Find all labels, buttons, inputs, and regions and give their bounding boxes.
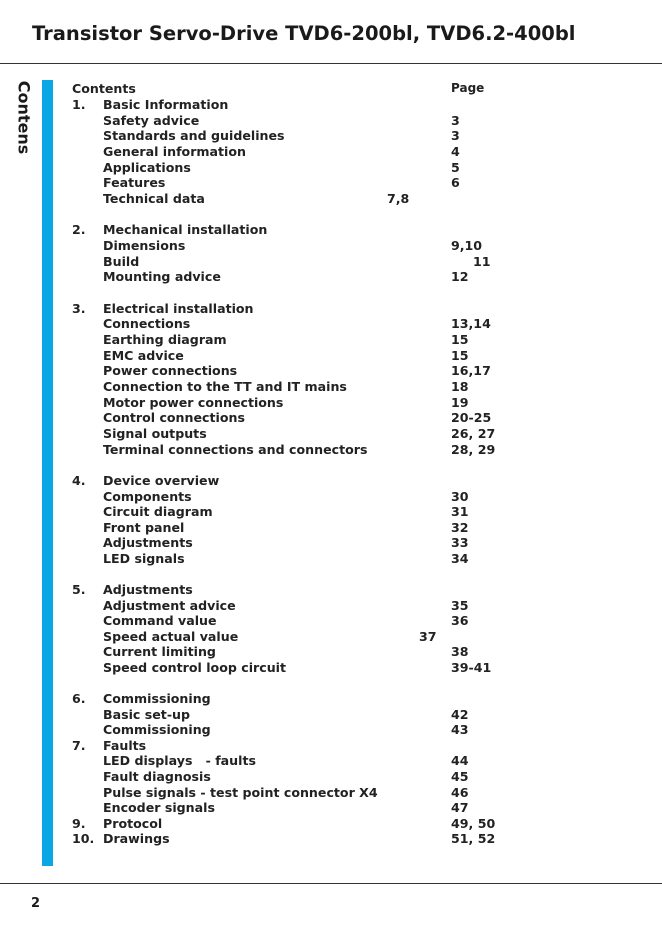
entry-label: Motor power connections (103, 395, 284, 410)
toc-section-heading (0, 222, 662, 238)
entry-label: Encoder signals (103, 800, 215, 815)
toc-entry (0, 629, 662, 645)
section-number: 4. (72, 473, 86, 488)
entry-label: Commissioning (103, 722, 211, 737)
toc-entry (0, 379, 662, 395)
toc-entry (0, 598, 662, 614)
section-title: Mechanical installation (103, 222, 268, 237)
entry-label: Speed control loop circuit (103, 660, 287, 675)
toc-entry (0, 332, 662, 348)
entry-page: 42 (451, 707, 469, 722)
entry-page: 47 (451, 800, 469, 815)
entry-page: 30 (451, 489, 469, 504)
entry-page: 39-41 (451, 660, 492, 675)
section-number: 9. (72, 816, 86, 831)
entry-label: Circuit diagram (103, 504, 213, 519)
toc-entry (0, 269, 662, 285)
toc-page-heading: Page (451, 81, 485, 95)
entry-page: 32 (451, 520, 469, 535)
entry-page: 9,10 (451, 238, 483, 253)
entry-label: Adjustments (103, 535, 193, 550)
entry-page: 13,14 (451, 316, 491, 331)
entry-label: Components (103, 489, 192, 504)
footer-rule (0, 883, 662, 884)
toc-entry (0, 144, 662, 160)
entry-label: Build (103, 254, 140, 269)
entry-page: 3 (451, 113, 460, 128)
toc-heading: Contents (72, 81, 136, 96)
entry-page: 16,17 (451, 363, 491, 378)
toc-section-heading (0, 831, 662, 847)
document-title: Transistor Servo-Drive TVD6-200bl, TVD6.2-400bl (32, 22, 576, 45)
entry-label: LED signals (103, 551, 185, 566)
toc-entry (0, 613, 662, 629)
side-section-label-text: Contens (14, 80, 34, 154)
toc-entry (0, 442, 662, 458)
entry-page: 35 (451, 598, 469, 613)
toc-entry (0, 238, 662, 254)
entry-label: Power connections (103, 363, 238, 378)
entry-label: Dimensions (103, 238, 186, 253)
entry-page: 31 (451, 504, 469, 519)
entry-page: 36 (451, 613, 469, 628)
toc-header-row (0, 81, 662, 97)
toc-entry (0, 769, 662, 785)
toc-entry (0, 191, 662, 207)
entry-page: 18 (451, 379, 469, 394)
page-number: 2 (31, 896, 41, 911)
toc-entry (0, 175, 662, 191)
toc-entry (0, 254, 662, 270)
toc-section-heading (0, 97, 662, 113)
toc-entry (0, 551, 662, 567)
toc-entry (0, 504, 662, 520)
entry-page: 4 (451, 144, 460, 159)
entry-page: 44 (451, 753, 469, 768)
toc-entry (0, 426, 662, 442)
entry-page: 26, 27 (451, 426, 496, 441)
entry-label: Current limiting (103, 644, 216, 659)
entry-label: Terminal connections and connectors (103, 442, 368, 457)
entry-page: 45 (451, 769, 469, 784)
toc-entry (0, 535, 662, 551)
entry-label: Earthing diagram (103, 332, 227, 347)
section-title: Protocol (103, 816, 163, 831)
entry-label: Features (103, 175, 166, 190)
toc-entry (0, 489, 662, 505)
toc-section-heading (0, 301, 662, 317)
entry-label: Command value (103, 613, 217, 628)
section-number: 3. (72, 301, 86, 316)
entry-label: Control connections (103, 410, 245, 425)
entry-label: Adjustment advice (103, 598, 236, 613)
entry-label: General information (103, 144, 246, 159)
toc-entry (0, 113, 662, 129)
entry-page: 6 (451, 175, 460, 190)
section-number: 1. (72, 97, 86, 112)
toc-entry (0, 785, 662, 801)
section-title: Adjustments (103, 582, 193, 597)
entry-page: 11 (473, 254, 491, 269)
entry-page: 3 (451, 128, 460, 143)
entry-page: 15 (451, 332, 469, 347)
section-page: 49, 50 (451, 816, 496, 831)
toc-entry (0, 800, 662, 816)
toc-entry (0, 160, 662, 176)
entry-label: Technical data (103, 191, 205, 206)
section-title: Basic Information (103, 97, 229, 112)
toc-section-heading (0, 582, 662, 598)
toc-entry (0, 644, 662, 660)
toc-entry (0, 128, 662, 144)
entry-label: LED displays - faults (103, 753, 256, 768)
section-number: 6. (72, 691, 86, 706)
entry-label: Pulse signals - test point connector X4 (103, 785, 378, 800)
entry-label: Standards and guidelines (103, 128, 285, 143)
entry-page: 33 (451, 535, 469, 550)
entry-label: Mounting advice (103, 269, 221, 284)
entry-page: 46 (451, 785, 469, 800)
entry-label: Connection to the TT and IT mains (103, 379, 347, 394)
section-number: 5. (72, 582, 86, 597)
entry-page: 15 (451, 348, 469, 363)
entry-page: 7,8 (387, 191, 410, 206)
toc-entry (0, 520, 662, 536)
toc-entry (0, 363, 662, 379)
toc-entry (0, 660, 662, 676)
entry-page: 34 (451, 551, 469, 566)
toc-section-heading (0, 691, 662, 707)
entry-label: Fault diagnosis (103, 769, 211, 784)
entry-page: 43 (451, 722, 469, 737)
toc-entry (0, 753, 662, 769)
entry-label: Speed actual value (103, 629, 239, 644)
section-number: 2. (72, 222, 86, 237)
section-title: Drawings (103, 831, 170, 846)
entry-page: 28, 29 (451, 442, 496, 457)
section-title: Commissioning (103, 691, 211, 706)
entry-page: 12 (451, 269, 469, 284)
toc-section-heading (0, 473, 662, 489)
entry-label: Front panel (103, 520, 185, 535)
toc-entry (0, 722, 662, 738)
toc-section-heading (0, 738, 662, 754)
entry-label: Signal outputs (103, 426, 207, 441)
entry-label: Connections (103, 316, 191, 331)
toc-section-heading (0, 816, 662, 832)
section-title: Electrical installation (103, 301, 254, 316)
toc-entry (0, 395, 662, 411)
toc-entry (0, 410, 662, 426)
section-number: 7. (72, 738, 86, 753)
entry-page: 5 (451, 160, 460, 175)
entry-page: 19 (451, 395, 469, 410)
section-title: Device overview (103, 473, 220, 488)
section-page: 51, 52 (451, 831, 496, 846)
toc-entry (0, 348, 662, 364)
toc-entry (0, 707, 662, 723)
entry-label: Safety advice (103, 113, 200, 128)
entry-label: Applications (103, 160, 191, 175)
section-number: 10. (72, 831, 95, 846)
entry-page: 20-25 (451, 410, 492, 425)
entry-page: 37 (419, 629, 437, 644)
entry-label: EMC advice (103, 348, 184, 363)
section-title: Faults (103, 738, 147, 753)
entry-label: Basic set-up (103, 707, 191, 722)
toc-entry (0, 316, 662, 332)
entry-page: 38 (451, 644, 469, 659)
